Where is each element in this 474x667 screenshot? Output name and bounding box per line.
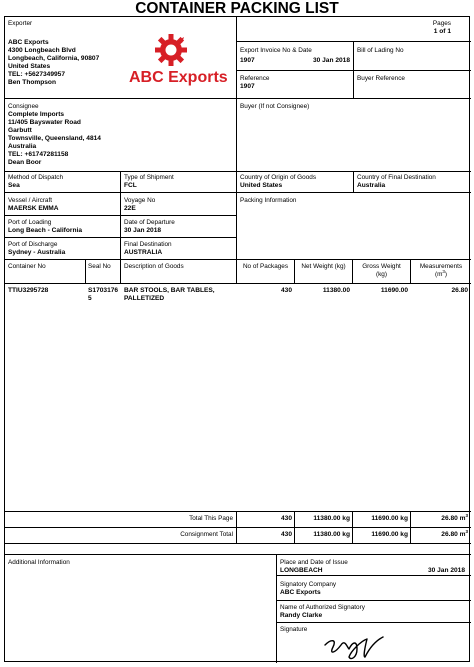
consignee-city: Townsville, Queensland, 4814 bbox=[8, 135, 101, 142]
signature-label: Signature bbox=[280, 626, 308, 633]
row-container-no: TTIU3295728 bbox=[8, 287, 49, 294]
row-gross-weight: 11690.00 bbox=[380, 287, 408, 294]
table-bottom-divider bbox=[5, 511, 471, 512]
place-of-issue: LONGBEACH bbox=[280, 567, 323, 574]
date-of-departure-value: 30 Jan 2018 bbox=[124, 227, 162, 234]
divider bbox=[5, 98, 471, 99]
vessel-value: MAERSK EMMA bbox=[8, 205, 59, 212]
exporter-label: Exporter bbox=[8, 20, 33, 27]
divider bbox=[5, 237, 237, 238]
exporter-street: 4300 Longbeach Blvd bbox=[8, 47, 76, 54]
type-of-shipment-value: FCL bbox=[124, 182, 137, 189]
port-of-discharge-label: Port of Discharge bbox=[8, 241, 58, 248]
divider bbox=[5, 527, 471, 528]
type-of-shipment-label: Type of Shipment bbox=[124, 174, 174, 181]
final-destination-label: Final Destination bbox=[124, 241, 172, 248]
table-header-divider bbox=[5, 283, 471, 284]
row-measurements: 26.80 bbox=[451, 287, 468, 294]
divider bbox=[5, 171, 471, 172]
consignment-total-packages: 430 bbox=[280, 531, 292, 538]
row-packages: 430 bbox=[280, 287, 292, 294]
total-page-label: Total This Page bbox=[189, 515, 233, 522]
divider bbox=[353, 171, 354, 192]
exporter-city: Longbeach, California, 90807 bbox=[8, 55, 100, 62]
bill-of-lading-label: Bill of Lading No bbox=[357, 47, 404, 54]
authorized-signatory-label: Name of Authorized Signatory bbox=[280, 604, 365, 611]
packing-information-label: Packing Information bbox=[240, 197, 297, 204]
export-invoice-date: 30 Jan 2018 bbox=[312, 57, 350, 64]
logo-text: ABC Exports bbox=[129, 69, 228, 86]
exporter-country: United States bbox=[8, 63, 51, 70]
consignee-street: 11/405 Bayswater Road bbox=[8, 119, 81, 126]
place-date-issue-label: Place and Date of Issue bbox=[280, 559, 348, 566]
header-description: Description of Goods bbox=[124, 263, 184, 270]
packing-list-form bbox=[4, 16, 470, 662]
exporter-name: ABC Exports bbox=[8, 39, 49, 46]
consignee-phone: TEL: +61747281158 bbox=[8, 151, 69, 158]
buyer-label: Buyer (If not Consignee) bbox=[240, 103, 310, 110]
header-net-weight: Net Weight (kg) bbox=[301, 263, 346, 270]
consignment-total-label: Consignment Total bbox=[180, 531, 233, 538]
pages-label: Pages bbox=[432, 20, 451, 27]
method-of-dispatch-label: Method of Dispatch bbox=[8, 174, 64, 181]
port-of-loading-label: Port of Loading bbox=[8, 219, 52, 226]
divider bbox=[276, 575, 471, 576]
total-page-packages: 430 bbox=[280, 515, 292, 522]
final-destination-value: AUSTRALIA bbox=[124, 249, 163, 256]
divider bbox=[353, 41, 354, 98]
divider bbox=[5, 259, 471, 260]
additional-information-label: Additional Information bbox=[8, 559, 70, 566]
divider bbox=[5, 192, 471, 193]
header-gross-weight: Gross Weight bbox=[362, 263, 401, 270]
export-invoice-number: 1907 bbox=[240, 57, 255, 64]
country-of-origin-label: Country of Origin of Goods bbox=[240, 174, 317, 181]
consignee-name: Complete Imports bbox=[8, 111, 65, 118]
divider bbox=[236, 17, 237, 259]
divider bbox=[120, 259, 121, 284]
method-of-dispatch-value: Sea bbox=[8, 182, 20, 189]
header-gross-unit: (kg) bbox=[375, 271, 387, 278]
gear-icon bbox=[153, 32, 189, 68]
vessel-label: Vessel / Aircraft bbox=[8, 197, 53, 204]
divider bbox=[120, 171, 121, 259]
country-of-destination-value: Australia bbox=[357, 182, 386, 189]
row-net-weight: 11380.00 bbox=[322, 287, 350, 294]
divider bbox=[5, 554, 471, 555]
row-seal-no-cont: 5 bbox=[88, 295, 92, 302]
header-packages: No of Packages bbox=[242, 263, 289, 270]
document-title: CONTAINER PACKING LIST bbox=[135, 0, 339, 17]
buyer-reference-label: Buyer Reference bbox=[357, 75, 405, 82]
consignee-suburb: Garbutt bbox=[8, 127, 32, 134]
divider bbox=[85, 259, 86, 284]
date-of-issue: 30 Jan 2018 bbox=[427, 567, 465, 574]
exporter-phone: TEL: +5627349957 bbox=[8, 71, 66, 78]
pages-value: 1 of 1 bbox=[433, 28, 451, 35]
country-of-destination-label: Country of Final Destination bbox=[357, 174, 436, 181]
row-description-cont: PALLETIZED bbox=[124, 295, 165, 302]
export-invoice-label: Export Invoice No & Date bbox=[240, 47, 312, 54]
date-of-departure-label: Date of Departure bbox=[124, 219, 175, 226]
consignment-total-meas: 26.80 $m^3$ bbox=[441, 528, 468, 538]
country-of-origin-value: United States bbox=[240, 182, 283, 189]
divider bbox=[276, 554, 277, 663]
total-page-gross: 11690.00 kg bbox=[371, 515, 408, 522]
divider bbox=[276, 600, 471, 601]
signature-mark bbox=[321, 627, 387, 661]
signatory-company-value: ABC Exports bbox=[280, 589, 321, 596]
voyage-value: 22E bbox=[124, 205, 136, 212]
consignment-total-net: 11380.00 kg bbox=[313, 531, 350, 538]
consignee-contact: Dean Boor bbox=[8, 159, 42, 166]
consignee-label: Consignee bbox=[8, 103, 39, 110]
authorized-signatory-value: Randy Clarke bbox=[280, 612, 323, 619]
voyage-label: Voyage No bbox=[124, 197, 156, 204]
header-seal-no: Seal No bbox=[88, 263, 111, 270]
reference-label: Reference bbox=[240, 75, 270, 82]
reference-value: 1907 bbox=[240, 83, 255, 90]
header-measurements: Measurements bbox=[419, 263, 463, 270]
consignment-total-gross: 11690.00 kg bbox=[371, 531, 408, 538]
header-container-no: Container No bbox=[8, 263, 46, 270]
port-of-loading-value: Long Beach - California bbox=[8, 227, 83, 234]
port-of-discharge-value: Sydney - Australia bbox=[8, 249, 66, 256]
signatory-company-label: Signatory Company bbox=[280, 581, 337, 588]
row-seal-no: S1703176 bbox=[88, 287, 119, 294]
header-meas-unit: $(m^3)$ bbox=[434, 268, 448, 278]
consignee-country: Australia bbox=[8, 143, 37, 150]
row-description: BAR STOOLS, BAR TABLES, bbox=[124, 287, 215, 294]
divider bbox=[276, 622, 471, 623]
total-page-net: 11380.00 kg bbox=[313, 515, 350, 522]
exporter-contact: Ben Thompson bbox=[8, 79, 56, 86]
total-page-meas: 26.80 $m^3$ bbox=[441, 512, 468, 522]
divider bbox=[5, 215, 237, 216]
divider bbox=[5, 543, 471, 544]
